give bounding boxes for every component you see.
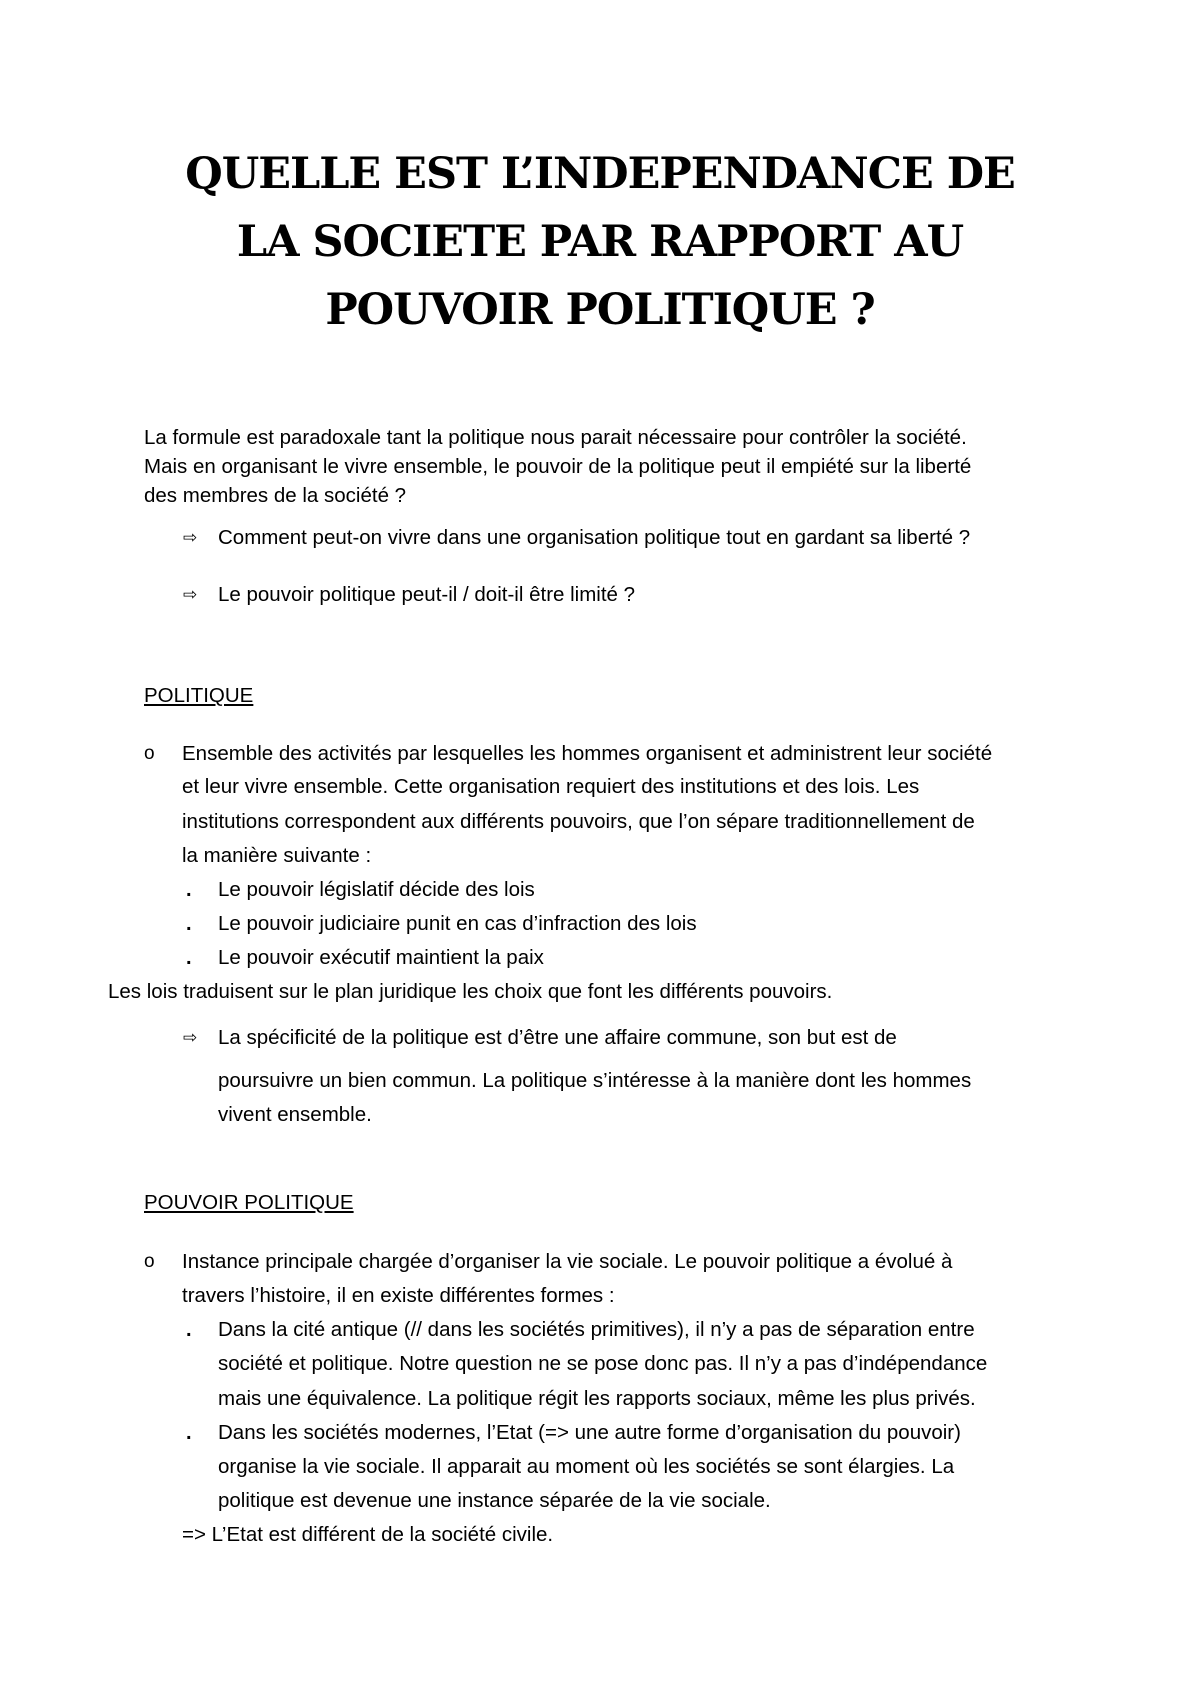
arrow-bullet-icon: ⇨ bbox=[183, 528, 198, 547]
title-line-3: POUVOIR POLITIQUE ? bbox=[325, 285, 875, 335]
politique-sub-item: Le pouvoir exécutif maintient la paix bbox=[218, 946, 544, 969]
pouvoir-sub-item-1-line: Dans la cité antique (// dans les sociétés primitives), il n’y a pas de séparation entre bbox=[218, 1318, 975, 1341]
title-line-2: LA SOCIETE PAR RAPPORT AU bbox=[236, 217, 964, 267]
title-line-1: QUELLE EST L’INDEPENDANCE DE bbox=[185, 149, 1015, 199]
politique-conclusion-line: vivent ensemble. bbox=[218, 1103, 372, 1126]
section-heading-politique: POLITIQUE bbox=[144, 684, 254, 707]
pouvoir-item-line: travers l’histoire, il en existe différentes formes : bbox=[182, 1284, 615, 1307]
politique-conclusion-line: La spécificité de la politique est d’être une affaire commune, son but est de bbox=[218, 1026, 897, 1049]
pouvoir-sub-item-1-line: mais une équivalence. La politique régit les rapports sociaux, même les plus privés. bbox=[218, 1387, 976, 1410]
circle-bullet-icon: o bbox=[144, 743, 155, 764]
question-1: Comment peut-on vivre dans une organisation politique tout en gardant sa liberté ? bbox=[218, 526, 971, 549]
dot-bullet-icon: . bbox=[186, 1422, 192, 1444]
politique-item-line: la manière suivante : bbox=[182, 844, 372, 867]
politique-conclusion-line: poursuivre un bien commun. La politique s’intéresse à la manière dont les hommes bbox=[218, 1069, 972, 1092]
dot-bullet-icon: . bbox=[186, 879, 192, 901]
arrow-bullet-icon: ⇨ bbox=[183, 1028, 198, 1047]
circle-bullet-icon: o bbox=[144, 1251, 155, 1272]
pouvoir-sub-item-2-line: politique est devenue une instance séparée de la vie sociale. bbox=[218, 1489, 771, 1512]
question-2: Le pouvoir politique peut-il / doit-il être limité ? bbox=[218, 583, 636, 606]
pouvoir-sub-item-1-line: société et politique. Notre question ne se pose donc pas. Il n’y a pas d’indépendance bbox=[218, 1352, 988, 1375]
intro-line-2: Mais en organisant le vivre ensemble, le pouvoir de la politique peut il empiété sur la liberté bbox=[144, 455, 972, 478]
intro-line-3: des membres de la société ? bbox=[144, 484, 407, 507]
section-heading-pouvoir-politique: POUVOIR POLITIQUE bbox=[144, 1191, 354, 1214]
document-title bbox=[100, 140, 1100, 344]
politique-sub-item: Le pouvoir judiciaire punit en cas d’infraction des lois bbox=[218, 912, 697, 935]
dot-bullet-icon: . bbox=[186, 913, 192, 935]
arrow-bullet-icon: ⇨ bbox=[183, 585, 198, 604]
pouvoir-sub-item-2-line: Dans les sociétés modernes, l’Etat (=> une autre forme d’organisation du pouvoir) bbox=[218, 1421, 961, 1444]
politique-item-line: Ensemble des activités par lesquelles les hommes organisent et administrent leur société bbox=[182, 742, 993, 765]
politique-item-line: et leur vivre ensemble. Cette organisation requiert des institutions et des lois. Les bbox=[182, 775, 920, 798]
lois-line: Les lois traduisent sur le plan juridique les choix que font les différents pouvoirs. bbox=[108, 980, 833, 1003]
intro-line-1: La formule est paradoxale tant la politique nous parait nécessaire pour contrôler la société. bbox=[144, 426, 967, 449]
politique-sub-item: Le pouvoir législatif décide des lois bbox=[218, 878, 535, 901]
dot-bullet-icon: . bbox=[186, 1319, 192, 1341]
pouvoir-sub-item-2-line: organise la vie sociale. Il apparait au moment où les sociétés se sont élargies. La bbox=[218, 1455, 955, 1478]
pouvoir-item-line: Instance principale chargée d’organiser la vie sociale. Le pouvoir politique a évolué à bbox=[182, 1250, 953, 1273]
dot-bullet-icon: . bbox=[186, 947, 192, 969]
pouvoir-final-line: => L’Etat est différent de la société civile. bbox=[182, 1523, 554, 1546]
politique-item-line: institutions correspondent aux différents pouvoirs, que l’on sépare traditionnellement de bbox=[182, 810, 975, 833]
